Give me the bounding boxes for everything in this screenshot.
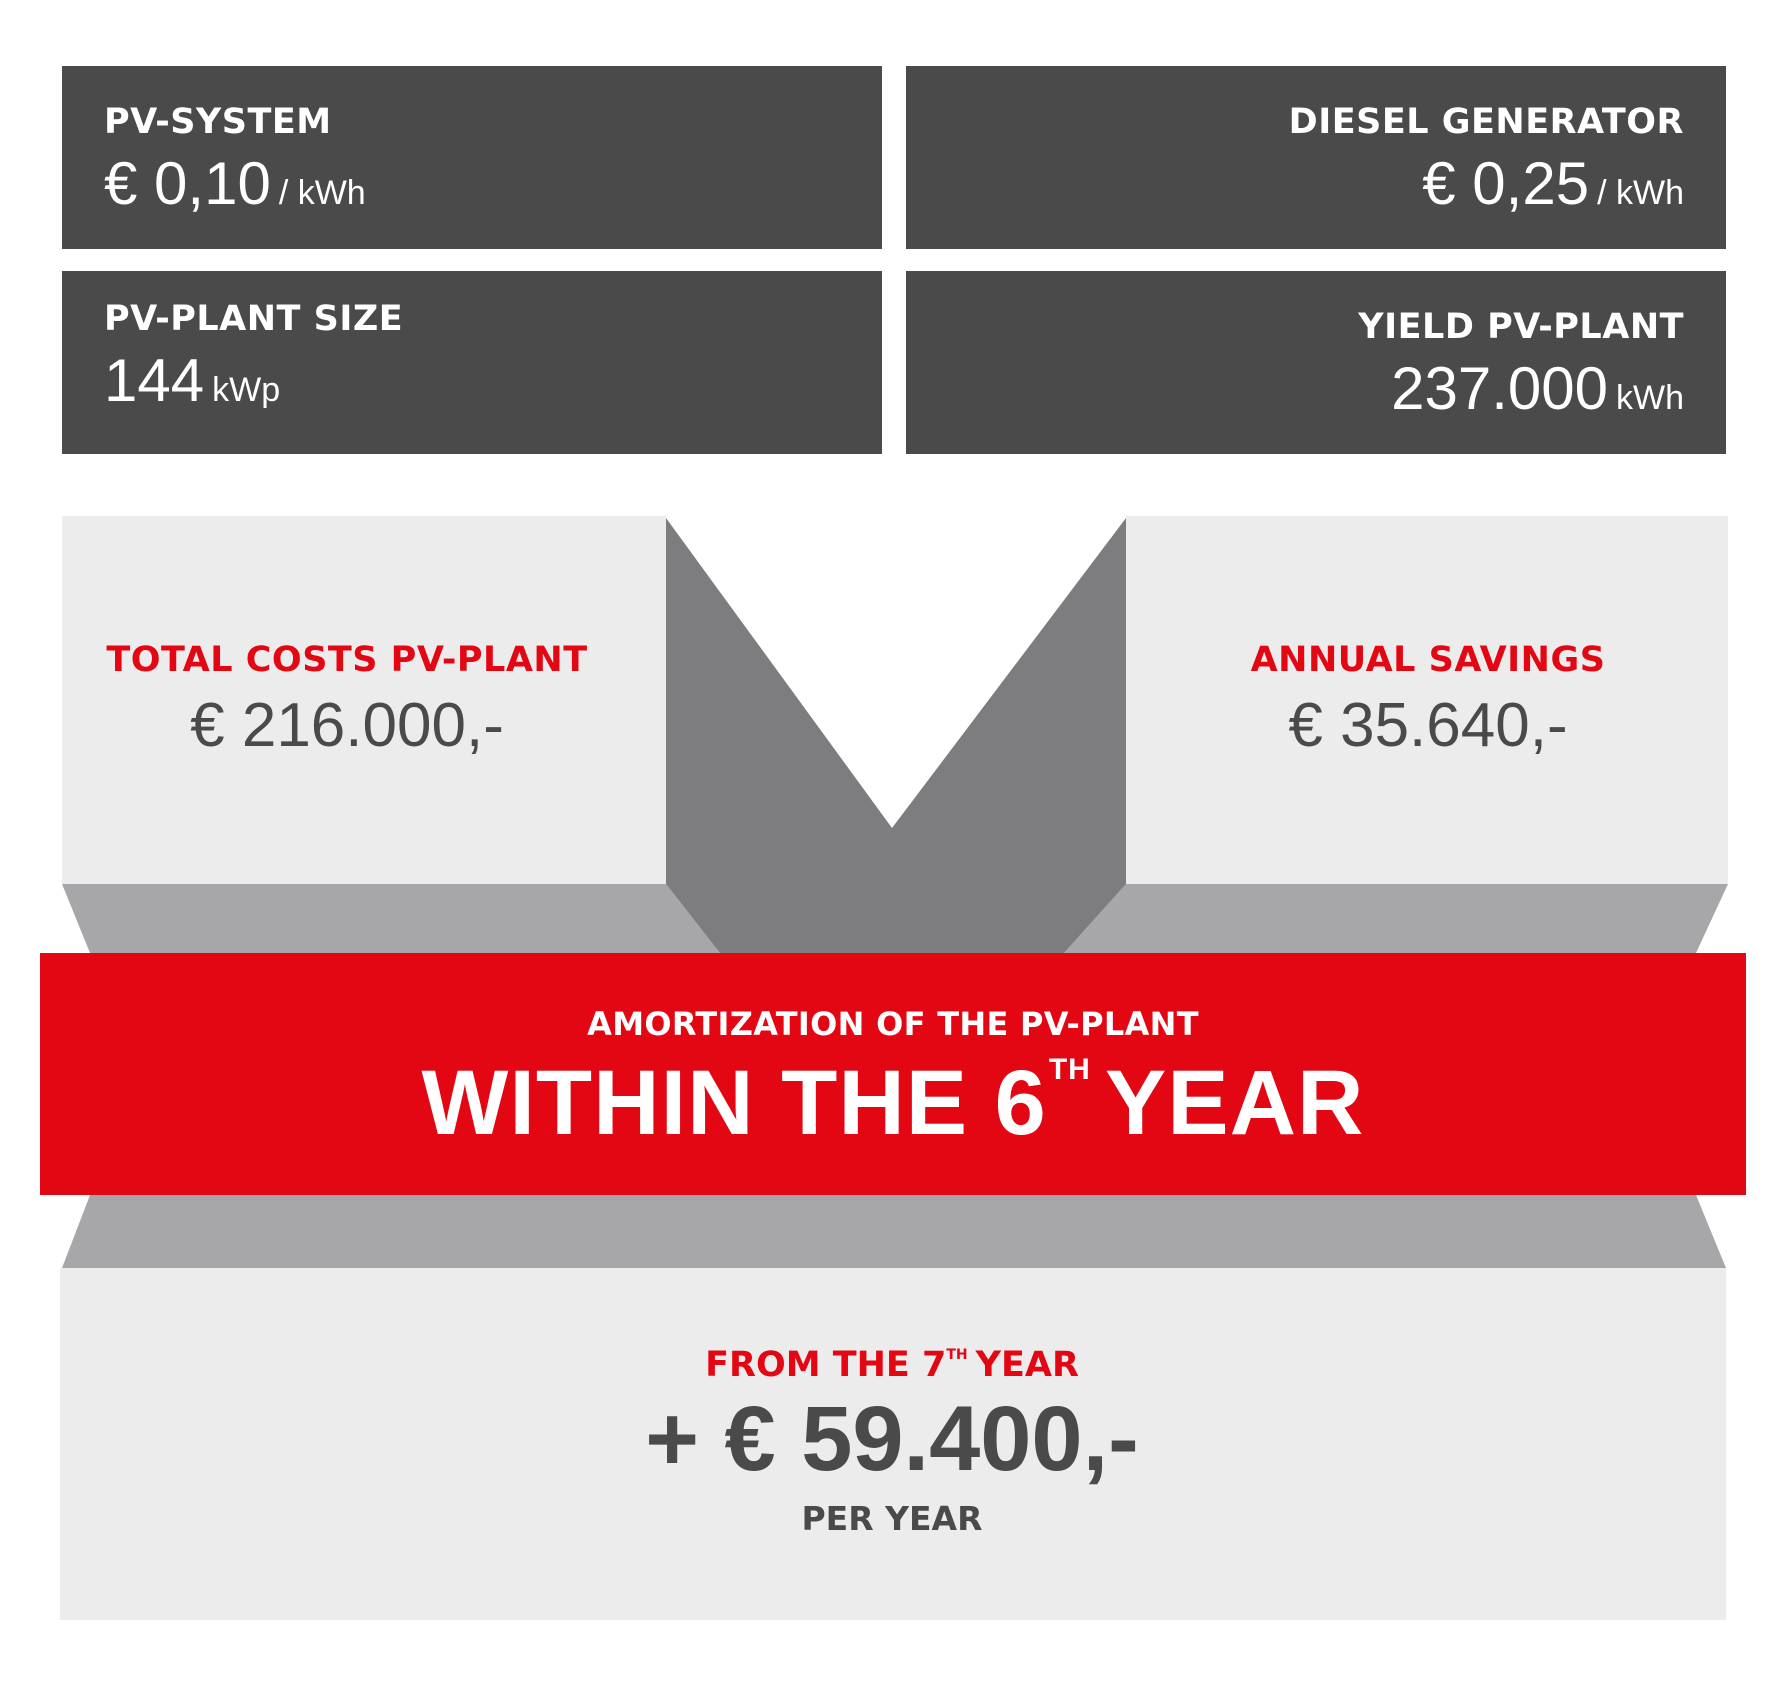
funnel-right-wing <box>1064 884 1728 953</box>
amortization-band <box>40 953 1746 1195</box>
amortization-headline-ordinal: TH <box>1048 1053 1091 1086</box>
amortization-headline-post: YEAR <box>1104 1052 1365 1154</box>
yield-pv-plant-number: 237.000 <box>1391 355 1608 422</box>
funnel-center <box>666 518 1126 953</box>
yield-pv-plant-unit: kWh <box>1616 379 1684 417</box>
pv-system-label: PV-SYSTEM <box>104 102 332 142</box>
diesel-generator-price: € 0,25 <box>1422 150 1590 217</box>
total-costs-value: € 216.000,- <box>190 691 504 760</box>
diesel-generator-label: DIESEL GENERATOR <box>1288 102 1684 142</box>
yield-pv-plant-value <box>1391 355 1684 422</box>
amortization-headline-pre: WITHIN THE 6 <box>421 1052 1047 1154</box>
pv-system-card <box>62 66 882 249</box>
annual-savings-label: ANNUAL SAVINGS <box>1250 640 1606 680</box>
result-per-year: PER YEAR <box>801 1499 983 1538</box>
result-title <box>60 1345 1724 1385</box>
pv-system-unit: / kWh <box>278 174 366 212</box>
pv-system-value <box>104 150 366 217</box>
funnel-lower <box>62 1195 1726 1268</box>
pv-plant-size-value <box>104 347 281 414</box>
pv-plant-size-card <box>62 271 882 454</box>
total-costs-block <box>62 640 632 761</box>
diesel-generator-card <box>906 66 1726 249</box>
total-costs-label: TOTAL COSTS PV-PLANT <box>106 640 588 680</box>
result-title-post: YEAR <box>975 1345 1079 1385</box>
amortization-headline <box>40 1052 1746 1154</box>
annual-savings-block <box>1160 640 1696 761</box>
yield-pv-plant-card <box>906 271 1726 454</box>
result-title-ordinal: TH <box>946 1347 968 1363</box>
pv-system-price: € 0,10 <box>104 150 271 217</box>
funnel-left-wing <box>62 884 720 953</box>
result-block <box>60 1345 1724 1538</box>
amortization-subtitle: AMORTIZATION OF THE PV-PLANT <box>587 1005 1199 1043</box>
pv-plant-size-number: 144 <box>104 347 205 414</box>
annual-savings-value: € 35.640,- <box>1288 691 1568 760</box>
diesel-generator-value <box>1422 150 1684 217</box>
pv-plant-size-label: PV-PLANT SIZE <box>104 299 404 339</box>
yield-pv-plant-label: YIELD PV-PLANT <box>1358 307 1684 347</box>
result-amount: + € 59.400,- <box>645 1388 1139 1490</box>
diesel-generator-unit: / kWh <box>1597 174 1684 212</box>
result-title-pre: FROM THE 7 <box>705 1345 947 1385</box>
pv-plant-size-unit: kWp <box>212 371 281 409</box>
